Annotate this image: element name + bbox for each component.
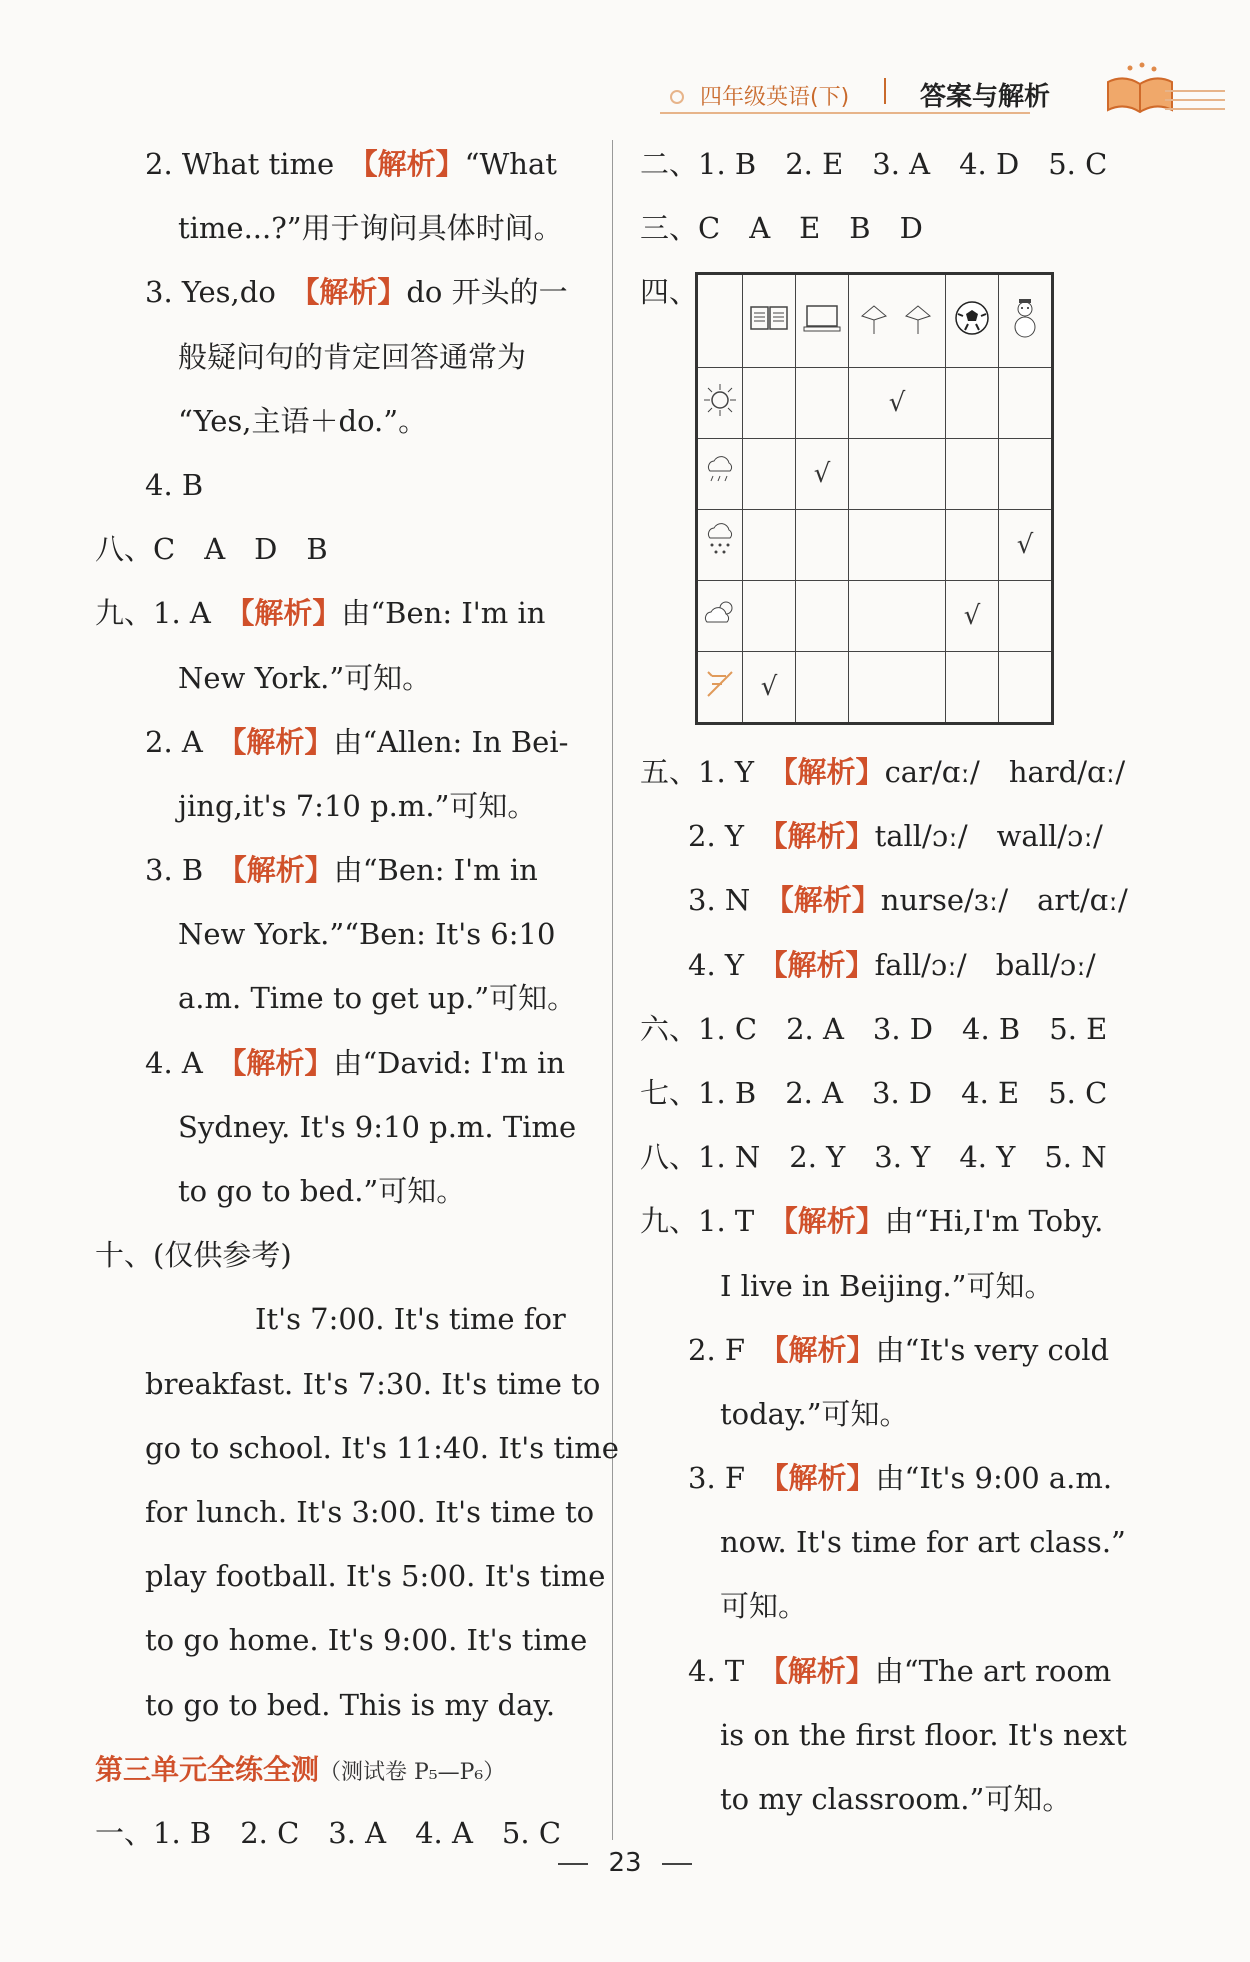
answer-text: 十、(仅供参考) bbox=[95, 1238, 292, 1273]
book-icon bbox=[743, 274, 796, 368]
grid-cell bbox=[849, 652, 946, 724]
analysis-text: do 开头的一 bbox=[406, 275, 568, 310]
answer-text: New York.”“Ben: It's 6:10 bbox=[178, 917, 556, 952]
answer-line bbox=[95, 325, 595, 389]
answer-text: a.m. Time to get up.”可知。 bbox=[178, 981, 577, 1016]
answer-line bbox=[640, 933, 1140, 997]
answer-text: 4. T bbox=[688, 1653, 774, 1688]
answer-text: 六、1. C 2. A 3. D 4. B 5. E bbox=[640, 1011, 1108, 1046]
grid-cell bbox=[999, 510, 1053, 581]
grid-cell bbox=[946, 652, 999, 724]
test-paper-ref: （测试卷 P₅—P₆） bbox=[319, 1759, 506, 1785]
header-dot-ornament bbox=[670, 90, 684, 104]
grid-cell bbox=[849, 581, 946, 652]
football-icon bbox=[946, 274, 999, 368]
analysis-text: 由“Allen: In Bei- bbox=[333, 724, 569, 759]
grid-cell bbox=[849, 439, 946, 510]
answer-text: 一、1. B 2. C 3. A 4. A 5. C bbox=[95, 1815, 562, 1850]
answer-line bbox=[95, 453, 595, 517]
answer-text: 3. F bbox=[688, 1461, 775, 1496]
analysis-tag: 【解析】 bbox=[774, 1332, 876, 1367]
answer-line bbox=[640, 740, 1140, 804]
answer-text: time...?”用于询问具体时间。 bbox=[178, 211, 563, 246]
analysis-tag: 【解析】 bbox=[779, 883, 881, 918]
page-number-text: 23 bbox=[608, 1848, 642, 1878]
answer-line bbox=[95, 1737, 595, 1801]
analysis-tag: 【解析】 bbox=[783, 1204, 885, 1239]
answer-text: 2. What time bbox=[145, 147, 364, 181]
answer-line bbox=[95, 1287, 595, 1351]
analysis-text: fall/ɔː/ ball/ɔː/ bbox=[874, 947, 1096, 982]
grid-cell bbox=[946, 439, 999, 510]
analysis-tag: 【解析】 bbox=[239, 596, 342, 631]
grid-cell bbox=[999, 368, 1053, 439]
answer-text: 二、1. B 2. E 3. A 4. D 5. C bbox=[640, 147, 1108, 181]
answer-line bbox=[640, 1254, 1140, 1318]
answer-line bbox=[640, 804, 1140, 868]
grid-cell bbox=[796, 368, 849, 439]
sunny-icon bbox=[697, 368, 743, 439]
analysis-tag: 【解析】 bbox=[231, 1045, 334, 1080]
check-mark: √ bbox=[888, 388, 906, 418]
answer-line bbox=[95, 132, 595, 196]
snowman-icon bbox=[999, 274, 1053, 368]
rainy-icon bbox=[697, 439, 743, 510]
answer-line bbox=[95, 1608, 595, 1672]
check-mark: √ bbox=[760, 672, 778, 702]
answer-line bbox=[95, 1095, 595, 1159]
answer-line bbox=[640, 868, 1140, 932]
answer-text: 五、1. Y bbox=[640, 755, 784, 789]
answer-line bbox=[95, 260, 595, 324]
answer-text: 七、1. B 2. A 3. D 4. E 5. C bbox=[640, 1075, 1108, 1110]
answer-text: New York.”可知。 bbox=[178, 660, 432, 695]
analysis-tag: 【解析】 bbox=[363, 147, 465, 181]
answer-text: “Yes,主语＋do.”。 bbox=[178, 403, 428, 438]
answer-line bbox=[640, 1382, 1140, 1446]
answer-line bbox=[95, 1673, 595, 1737]
analysis-tag: 【解析】 bbox=[231, 724, 334, 759]
answer-line bbox=[640, 196, 1140, 260]
grid-cell bbox=[796, 581, 849, 652]
grid-cell bbox=[743, 652, 796, 724]
answer-line bbox=[95, 1416, 619, 1480]
grid-cell bbox=[946, 581, 999, 652]
answer-line bbox=[95, 581, 595, 645]
answer-line bbox=[640, 1703, 1140, 1767]
left-column bbox=[95, 132, 619, 1865]
answer-text: play football. It's 5:00. It's time bbox=[145, 1559, 606, 1594]
answer-text: today.”可知。 bbox=[720, 1396, 909, 1431]
answer-text: is on the first floor. It's next bbox=[720, 1717, 1127, 1752]
cloudy-icon bbox=[697, 581, 743, 652]
check-mark: √ bbox=[963, 601, 981, 631]
grid-cell bbox=[849, 510, 946, 581]
grid-row bbox=[697, 439, 1053, 510]
analysis-text: “What bbox=[464, 147, 557, 181]
answer-text: 3. N bbox=[688, 883, 780, 918]
answer-text: for lunch. It's 3:00. It's time to bbox=[145, 1494, 595, 1529]
answer-line bbox=[640, 997, 1140, 1061]
answer-line bbox=[640, 1125, 1140, 1189]
answer-line bbox=[95, 1544, 606, 1608]
analysis-tag: 【解析】 bbox=[773, 947, 875, 982]
right-column-bottom bbox=[640, 740, 1140, 1831]
analysis-tag: 【解析】 bbox=[783, 755, 885, 789]
book-title: 四年级英语(下) bbox=[700, 85, 850, 110]
answer-line bbox=[95, 838, 595, 902]
answer-line bbox=[640, 132, 1140, 196]
grid-cell bbox=[796, 439, 849, 510]
answer-line bbox=[95, 389, 595, 453]
answer-text: 可知。 bbox=[720, 1589, 808, 1624]
answer-text: breakfast. It's 7:30. It's time to bbox=[145, 1366, 601, 1401]
answer-text: to go to bed. This is my day. bbox=[145, 1687, 556, 1722]
answer-line bbox=[95, 1352, 601, 1416]
grid-row bbox=[697, 510, 1053, 581]
kite-icon bbox=[849, 274, 946, 368]
answer-text: 2. A bbox=[145, 724, 232, 759]
answer-text: 2. F bbox=[688, 1332, 775, 1367]
answer-text: go to school. It's 11:40. It's time bbox=[145, 1430, 619, 1465]
answer-line bbox=[640, 1639, 1140, 1703]
answer-text: 3. Yes,do bbox=[145, 275, 305, 310]
answer-text: to go home. It's 9:00. It's time bbox=[145, 1623, 588, 1658]
check-mark: √ bbox=[1016, 530, 1034, 560]
analysis-text: 由“The art room bbox=[874, 1653, 1112, 1688]
grid-row bbox=[697, 368, 1053, 439]
answer-line bbox=[95, 966, 595, 1030]
answer-line bbox=[95, 1031, 595, 1095]
answer-line bbox=[95, 517, 595, 581]
answer-text: 九、1. A bbox=[95, 596, 240, 631]
grid-cell bbox=[946, 510, 999, 581]
answer-text: 三、C A E B D bbox=[640, 211, 923, 246]
grid-cell bbox=[999, 439, 1053, 510]
header-lines-ornament bbox=[1165, 90, 1225, 117]
grid-corner-cell bbox=[697, 274, 743, 368]
answer-text: to go to bed.”可知。 bbox=[178, 1174, 466, 1208]
grid-cell bbox=[796, 510, 849, 581]
analysis-text: 由“It's 9:00 a.m. bbox=[875, 1461, 1113, 1496]
analysis-tag: 【解析】 bbox=[304, 275, 407, 310]
answer-text: 4. A bbox=[145, 1045, 232, 1080]
answer-line bbox=[95, 196, 595, 260]
grid-cell bbox=[796, 652, 849, 724]
grid-cell bbox=[743, 368, 796, 439]
header-separator bbox=[884, 78, 886, 104]
section-title: 答案与解析 bbox=[920, 82, 1051, 112]
analysis-text: 由“Ben: I'm in bbox=[341, 596, 546, 631]
analysis-tag: 【解析】 bbox=[774, 1461, 876, 1496]
answer-text: It's 7:00. It's time for bbox=[255, 1302, 566, 1337]
answer-line bbox=[95, 1159, 595, 1223]
unit-title: 第三单元全练全测 bbox=[95, 1752, 320, 1786]
answer-line bbox=[640, 1189, 1140, 1253]
analysis-text: nurse/ɜː/ art/ɑː/ bbox=[880, 883, 1128, 918]
computer-icon bbox=[796, 274, 849, 368]
analysis-text: tall/ɔː/ wall/ɔː/ bbox=[874, 819, 1103, 854]
answer-line bbox=[640, 1510, 1140, 1574]
answer-line bbox=[640, 1446, 1140, 1510]
answer-line bbox=[640, 1767, 1140, 1831]
answer-text: 八、C A D B bbox=[95, 532, 328, 567]
grid-cell bbox=[946, 368, 999, 439]
answer-text: I live in Beijing.”可知。 bbox=[720, 1268, 1054, 1303]
answer-line bbox=[640, 1574, 1140, 1638]
answer-text: 4. B bbox=[145, 467, 204, 502]
analysis-text: car/ɑː/ hard/ɑː/ bbox=[884, 755, 1126, 789]
answer-line bbox=[95, 710, 595, 774]
snowy-icon bbox=[697, 510, 743, 581]
grid-cell bbox=[743, 439, 796, 510]
check-mark: √ bbox=[813, 459, 831, 489]
answer-line bbox=[640, 1318, 1140, 1382]
answer-text: 4. Y bbox=[688, 947, 774, 982]
answer-text: to my classroom.”可知。 bbox=[720, 1782, 1072, 1816]
grid-row bbox=[697, 652, 1053, 724]
answer-line bbox=[95, 902, 595, 966]
answer-text: 2. Y bbox=[688, 819, 774, 854]
answer-text: 四、 bbox=[640, 275, 699, 310]
grid-cell bbox=[743, 510, 796, 581]
answer-text: now. It's time for art class.” bbox=[720, 1525, 1126, 1560]
weather-activity-grid bbox=[695, 272, 1054, 725]
column-divider bbox=[612, 140, 613, 1840]
answer-line bbox=[95, 646, 595, 710]
grid-cell bbox=[999, 652, 1053, 724]
grid-cell bbox=[743, 581, 796, 652]
answer-line bbox=[640, 1061, 1140, 1125]
answer-text: Sydney. It's 9:10 p.m. Time bbox=[178, 1109, 577, 1144]
page-number bbox=[0, 1848, 1250, 1878]
analysis-tag: 【解析】 bbox=[773, 1653, 875, 1688]
grid-cell bbox=[999, 581, 1053, 652]
answer-text: jing,it's 7:10 p.m.”可知。 bbox=[178, 788, 537, 823]
answer-line bbox=[95, 1223, 595, 1287]
grid-row bbox=[697, 581, 1053, 652]
grid-cell bbox=[849, 368, 946, 439]
answer-text: 3. B bbox=[145, 853, 233, 888]
analysis-tag: 【解析】 bbox=[773, 819, 875, 854]
analysis-text: 由“Ben: I'm in bbox=[333, 853, 538, 888]
answer-line bbox=[95, 1480, 595, 1544]
analysis-text: 由“Hi,I'm Toby. bbox=[884, 1204, 1104, 1239]
analysis-text: 由“David: I'm in bbox=[333, 1045, 566, 1080]
answer-text: 九、1. T bbox=[640, 1204, 784, 1239]
analysis-text: 由“It's very cold bbox=[875, 1332, 1110, 1367]
answer-text: 般疑问句的肯定回答通常为 bbox=[178, 339, 527, 374]
answer-text: 八、1. N 2. Y 3. Y 4. Y 5. N bbox=[640, 1140, 1107, 1175]
analysis-tag: 【解析】 bbox=[232, 853, 334, 888]
windy-icon bbox=[697, 652, 743, 724]
answer-line bbox=[95, 774, 595, 838]
page-header bbox=[640, 62, 1230, 132]
